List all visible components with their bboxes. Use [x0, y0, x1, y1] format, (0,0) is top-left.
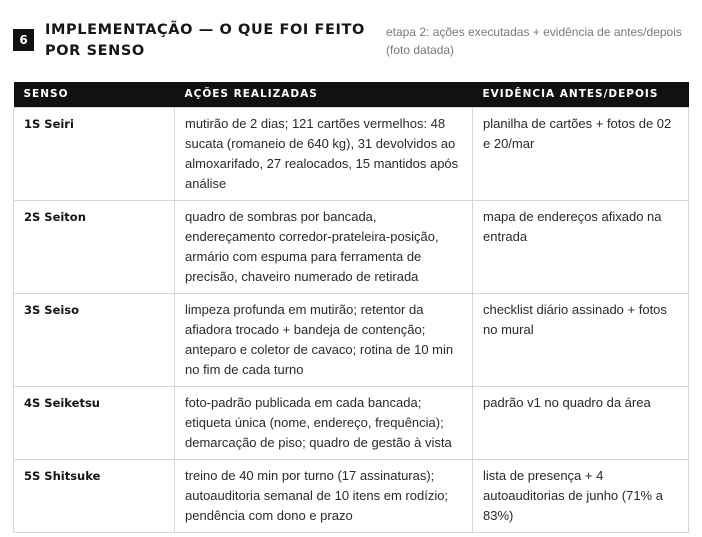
- evidencia-cell: mapa de endereços afixado na entrada: [473, 200, 689, 293]
- section-number-badge: 6: [13, 29, 34, 51]
- column-header-senso: SENSO: [14, 82, 175, 107]
- evidencia-cell: padrão v1 no quadro da área: [473, 386, 689, 459]
- table-row: [14, 107, 689, 200]
- table-header-row: [14, 82, 689, 107]
- senso-cell: 2S Seiton: [14, 200, 175, 293]
- acoes-cell: treino de 40 min por turno (17 assinaturas); autoauditoria semanal de 10 itens em rodízio; pendência com dono e prazo: [175, 459, 473, 532]
- acoes-cell: limpeza profunda em mutirão; retentor da afiadora trocado + bandeja de contenção; anteparo e coletor de cavaco; rotina de 10 min no fim de cada turno: [175, 293, 473, 386]
- section-subtitle: etapa 2: ações executadas + evidência de antes/depois (foto datada): [386, 25, 682, 57]
- senso-cell: 4S Seiketsu: [14, 386, 175, 459]
- section-header: [13, 18, 688, 68]
- acoes-cell: mutirão de 2 dias; 121 cartões vermelhos: 48 sucata (romaneio de 640 kg), 31 devolvidos ao almoxarifado, 27 realocados, 15 mantidos após análise: [175, 107, 473, 200]
- evidencia-cell: planilha de cartões + fotos de 02 e 20/mar: [473, 107, 689, 200]
- table-row: [14, 293, 689, 386]
- column-header-acoes: AÇÕES REALIZADAS: [175, 82, 473, 107]
- table-row: [14, 386, 689, 459]
- evidencia-cell: lista de presença + 4 autoauditorias de junho (71% a 83%): [473, 459, 689, 532]
- evidencia-cell: checklist diário assinado + fotos no mural: [473, 293, 689, 386]
- column-header-evidencia: EVIDÊNCIA ANTES/DEPOIS: [473, 82, 689, 107]
- senso-cell: 3S Seiso: [14, 293, 175, 386]
- table-row: [14, 459, 689, 532]
- senso-cell: 5S Shitsuke: [14, 459, 175, 532]
- senso-cell: 1S Seiri: [14, 107, 175, 200]
- section-title: IMPLEMENTAÇÃO — O QUE FOI FEITO POR SENSO: [45, 22, 365, 59]
- acoes-cell: foto-padrão publicada em cada bancada; etiqueta única (nome, endereço, frequência); demarcação de piso; quadro de gestão à vista: [175, 386, 473, 459]
- implementation-table: [13, 82, 688, 533]
- acoes-cell: quadro de sombras por bancada, endereçamento corredor-prateleira-posição, armário com espuma para ferramenta de precisão, chaveiro numerado de retirada: [175, 200, 473, 293]
- table-row: [14, 200, 689, 293]
